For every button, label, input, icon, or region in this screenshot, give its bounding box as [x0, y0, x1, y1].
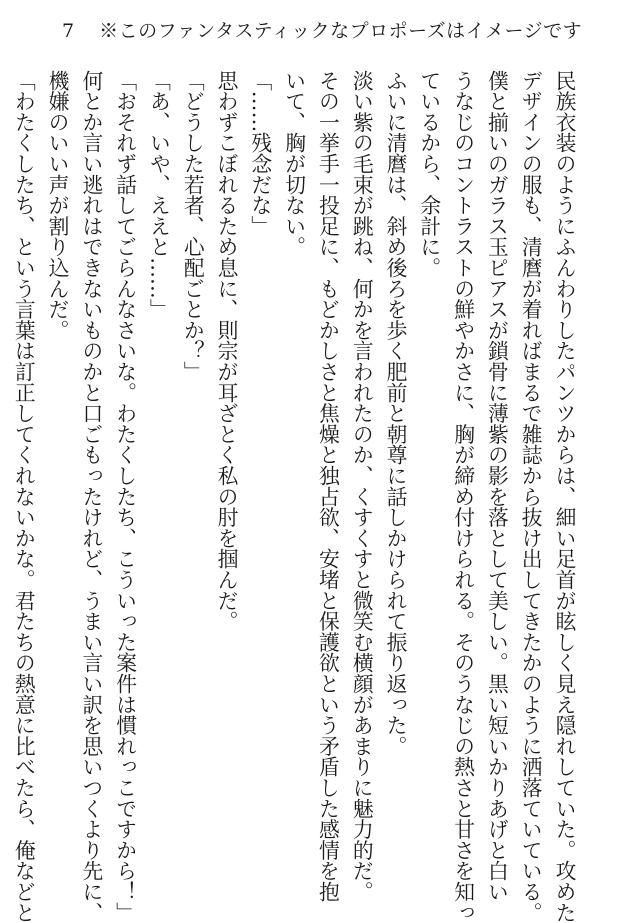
- page-header: [62, 14, 602, 48]
- text-line: ふいに清麿は、斜め後ろを歩く肥前と朝尊に話しかけられて振り返った。: [383, 70, 408, 757]
- text-line: 思わずこぼれるため息に、則宗が耳ざとく私の肘を掴んだ。: [214, 70, 239, 632]
- vertical-body-text: [5, 70, 580, 923]
- text-line: 「わたくしたち、という言葉は訂正してくれないかな。君たちの熱意に比べたら、俺などと: [11, 70, 36, 923]
- text-line: 民族衣装のようにふんわりしたパンツからは、細い足首が眩しく見え隠れしていた。攻めた: [552, 70, 576, 923]
- text-line: 機嫌のいい声が割り込んだ。: [45, 70, 70, 341]
- text-line: いて、胸が切ない。: [281, 70, 306, 258]
- text-line: 「どうした若者、心配ごとか？」: [180, 70, 205, 382]
- text-line: デザインの服も、清麿が着ればまるで雑誌から抜け出してきたかのように洒落ていている。: [518, 70, 543, 923]
- text-line: その一挙手一投足に、もどかしさと焦燥と独占欲、安堵と保護欲という矛盾した感情を抱: [315, 70, 340, 902]
- text-line: 「おそれず話してごらんなさいな。わたくしたち、こういった案件は慣れっこですから！」: [112, 70, 137, 923]
- running-title: ※このファンタスティックなプロポーズはイメージです: [99, 20, 583, 42]
- text-line: 僕と揃いのガラス玉ピアスが鎖骨に薄紫の影を落として美しい。黒い短いかりあげと白い: [484, 70, 509, 902]
- text-line: 「あ、いや、ええと……」: [146, 70, 171, 320]
- text-line: 淡い紫の毛束が跳ね、何かを言われたのか、くすくすと微笑む横顔があまりに魅力的だ。: [349, 70, 374, 902]
- text-line: 「……残念だな」: [247, 70, 272, 237]
- text-line: ているから、余計に。: [416, 70, 441, 278]
- page-number: 7: [62, 20, 75, 42]
- text-line: 何とか言い逃れはできないものかと口ごもったけれど、うまい言い訳を思いつくより先に、: [78, 70, 103, 923]
- text-line: うなじのコントラストの鮮やかさに、胸が締め付けられる。そのうなじの熱さと甘さを知っ: [450, 70, 475, 923]
